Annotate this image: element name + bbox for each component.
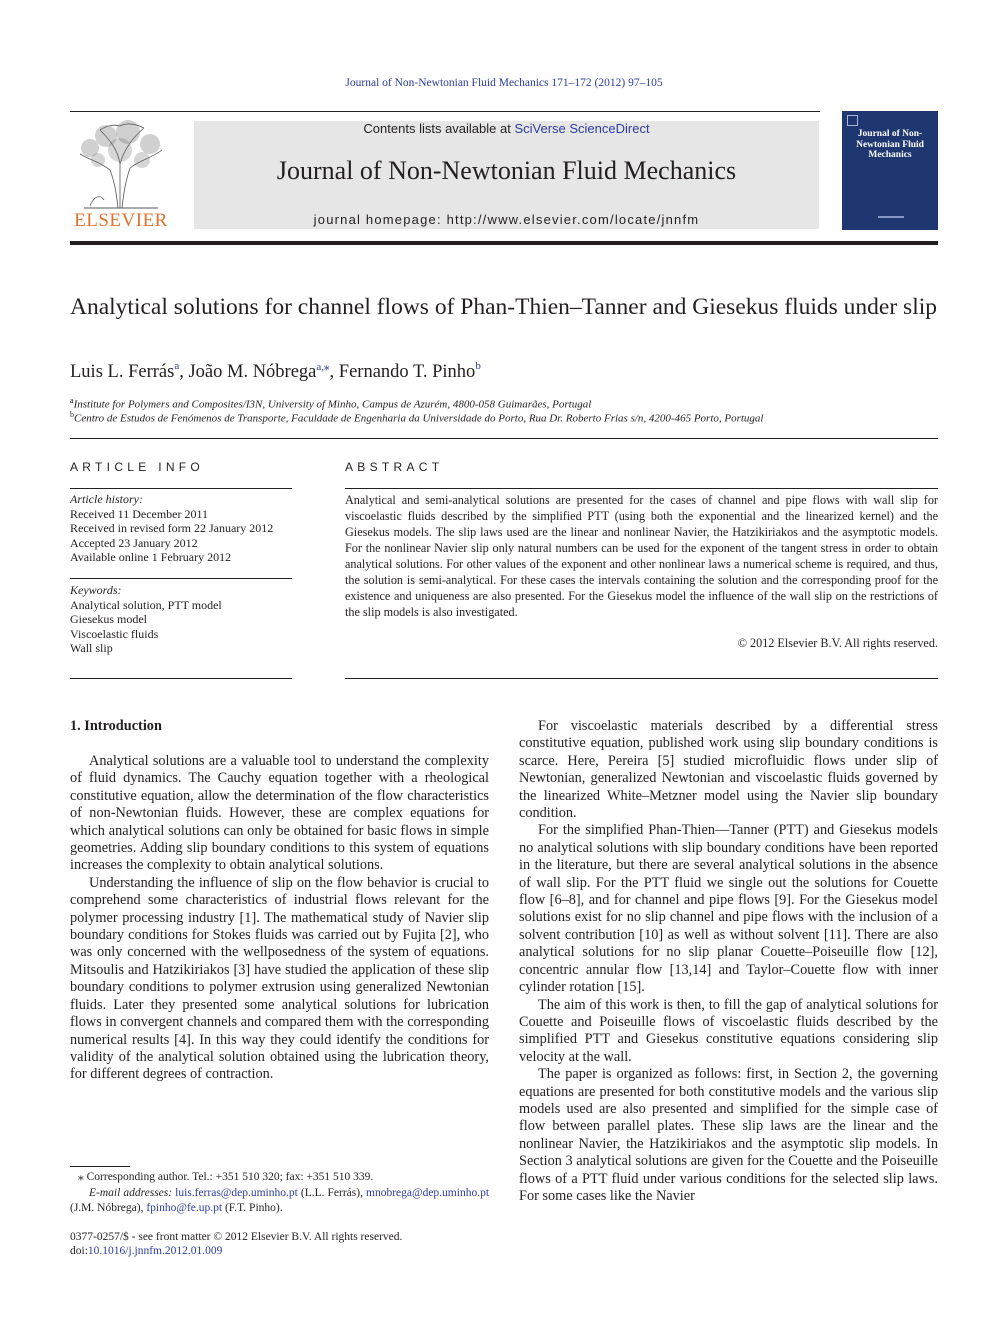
keywords-rule [70,578,292,579]
header-bottom-rule [70,241,938,245]
email-label: E-mail addresses: [89,1187,173,1199]
article-info-rule [70,488,292,489]
homepage-url[interactable]: http://www.elsevier.com/locate/jnnfm [446,212,700,227]
sciencedirect-link[interactable]: SciVerse ScienceDirect [514,121,650,136]
doi-line [70,1244,222,1259]
body-paragraph: Understanding the influence of slip on the flow behavior is crucial to comprehend some characteristics of industrial flows relevant for the polymer processing industry [1]. The mathematical study of Navier slip boundary conditions for Stokes fluids was carried out by Fujita [2], who was only concerned with the wellposedness of the system of equations. Mitsoulis and Hatzikiriakos [3] have studied the application of these slip boundary conditions to polymer extrusion using generalized Newtonian fluids. Later they presented some analytical solutions for lubrication flows in convergent channels and compared them with the corresponding numerical results [4]. In this way they could identify the conditions for validity of the analytical solution obtained using the lubrication theory, for different degrees of contraction. [70,874,489,1083]
homepage-prefix: journal homepage: [313,212,447,227]
journal-cover[interactable] [842,111,938,230]
cover-logo-icon [847,115,858,126]
affiliation [70,396,591,411]
journal-citation[interactable]: Journal of Non-Newtonian Fluid Mechanics 171–172 (2012) 97–105 [345,77,663,89]
issn-line: 0377-0257/$ - see front matter © 2012 Elsevier B.V. All rights reserved. [70,1231,403,1243]
history-item: Available online 1 February 2012 [70,550,232,564]
elsevier-wordmark: ELSEVIER [74,210,168,231]
article-info-label: ARTICLE INFO [70,460,205,474]
section-heading: 1. Introduction [70,718,162,734]
keywords [70,583,292,656]
author-name: Fernando T. Pinho [338,362,476,382]
body-paragraph: Analytical solutions are a valuable tool to understand the complexity of fluid dynamics. The Cauchy equation together with a rheological constitutive equation, allow the determination of the flow characteristics of non-Newtonian fluids. However, these are complex equations for which analytical solutions can only be obtained for basic flows in simple geometries. Adding slip boundary conditions to this system of equations increases the complexity to obtain analytical solutions. [70,753,489,874]
author-name: João M. Nóbrega [188,362,317,382]
email-owner: (F.T. Pinho). [224,1202,283,1214]
journal-homepage [194,212,819,227]
elsevier-logo[interactable] [70,120,172,232]
abstract-label: ABSTRACT [345,460,444,474]
article-title: Analytical solutions for channel flows of Phan-Thien–Tanner and Giesekus fluids under slip [70,294,938,320]
keyword-item: Analytical solution, PTT model [70,597,222,612]
history-item: Accepted 23 January 2012 [70,535,198,550]
keywords-heading: Keywords: [70,583,122,597]
affiliation-text: Centro de Estudos de Fenómenos de Transporte, Faculdade de Engenharia da Universidade do Porto, Rua Dr. Roberto Frias s/n, 4200-465 Porto, Portugal [74,412,764,425]
email-owner: (L.L. Ferrás), [300,1187,363,1199]
body-left-column [70,753,489,1084]
body-paragraph: For viscoelastic materials described by a differential stress constitutive equation, published work using slip boundary conditions is scarce. Here, Pereira [5] studied microfluidic flows under slip of Newtonian, generalized Newtonian and viscoelastic fluids governed by the linearized White–Metzner model using the Navier slip boundary condition. [519,718,938,822]
history-heading: Article history: [70,492,143,506]
author-affil-mark[interactable]: a,⁎ [316,361,330,373]
email-link[interactable]: mnobrega@dep.uminho.pt [366,1187,490,1199]
affiliation-mark: b [70,410,74,419]
article-history [70,492,292,565]
body-paragraph: The paper is organized as follows: first, in Section 2, the governing equations are presented for both constitutive models and the various slip models used are also presented and simplified for the simple case of flow between parallel plates. These slip laws are the linear and the nonlinear Navier, the Hatzikiriakos and the asymptotic slip models. In Section 3 analytical solutions are given for the Couette and the Poiseuille flows of a PTT fluid under various conditions for the selected slip laws. For some cases like the Navier [519,1066,938,1204]
body-paragraph: For the simplified Phan-Thien—Tanner (PTT) and Giesekus models no analytical solutions with slip boundary conditions have been reported in the literature, but there are several analytical solutions in the absence of wall slip. For the PTT fluid we single out the solutions for Couette flow [6–8], and for channel and pipe flows [9]. For the Giesekus model solutions exist for no slip channel and pipe flows with the inclusion of a solvent contribution [10] as well as without solvent [11]. There are also analytical solutions for no slip planar Couette–Poiseuille flow [12], concentric annular flow [13,14] and Taylor–Couette flow with inner cylinder rotation [15]. [519,822,938,996]
history-item: Received 11 December 2011 [70,506,209,521]
affiliation [70,410,763,425]
email-owner: (J.M. Nóbrega), [70,1202,144,1214]
email-note [70,1186,489,1216]
abstract-text: Analytical and semi-analytical solutions are presented for the cases of channel and pipe flows with wall slip for viscoelastic fluids described by the simplified PTT (using both the exponential and the linearized kernel) and the Giesekus models. The slip laws used are the linear and nonlinear Navier, the Hatzikiriakos and the asymptotic models. For the nonlinear Navier slip only natural numbers can be used for the exponent of the tangent stress in order to obtain analytical solutions. For other values of the exponent and other nonlinear laws a numerical scheme is required, and thus, the solution is semi-analytical. For these cases the intervals containing the solution and the corresponding proof for the existence and uniqueness are also presented. For the Giesekus model the influence of the wall slip on the restrictions of the slip models is also investigated. [345,493,938,619]
footnote-rule [70,1166,130,1167]
keyword-item: Giesekus model [70,612,147,626]
affiliation-mark: a [70,396,74,405]
author-list: Luis L. Ferrás$^a$, João M. Nóbrega$^{a,⁎}$, Fernando T. Pinho$^b$ [70,360,481,382]
corresponding-author-note: ⁎ Corresponding author. Tel.: +351 510 320; fax: +351 510 339. [78,1171,374,1183]
author-affil-mark[interactable]: b [475,360,481,372]
doi-link[interactable]: 10.1016/j.jnnfm.2012.01.009 [87,1245,223,1257]
abstract-bottom-rule [345,678,938,679]
header-top-rule [70,111,820,112]
copyright: © 2012 Elsevier B.V. All rights reserved. [737,636,938,650]
email-link[interactable]: luis.ferras@dep.uminho.pt [175,1187,298,1199]
contents-prefix: Contents lists available at [363,121,515,136]
cover-title: Journal of Non-Newtonian Fluid Mechanics [856,129,924,160]
cover-footer-mark [878,216,904,218]
info-bottom-rule [70,678,292,679]
keyword-item: Viscoelastic fluids [70,626,159,641]
keyword-item: Wall slip [70,641,113,655]
journal-title: Journal of Non-Newtonian Fluid Mechanics [276,156,737,185]
doi-prefix: doi: [70,1245,88,1257]
history-item: Received in revised form 22 January 2012 [70,521,274,535]
body-right-column [519,718,938,1205]
body-paragraph: The aim of this work is then, to fill the gap of analytical solutions for Couette and Poiseuille flows of viscoelastic fluids described by the simplified PTT and Giesekus constitutive equations considering slip velocity at the wall. [519,996,938,1065]
abstract-rule [345,488,938,489]
contents-line [194,121,819,136]
email-link[interactable]: fpinho@fe.up.pt [146,1202,223,1214]
author-name: Luis L. Ferrás [70,362,175,382]
affiliation-rule [70,438,938,439]
author-affil-mark[interactable]: a [174,360,180,372]
affiliation-text: Institute for Polymers and Composites/I3N, University of Minho, Campus de Azurém, 4800-058 Guimarães, Portugal [73,398,592,411]
elsevier-tree-icon [70,120,172,210]
